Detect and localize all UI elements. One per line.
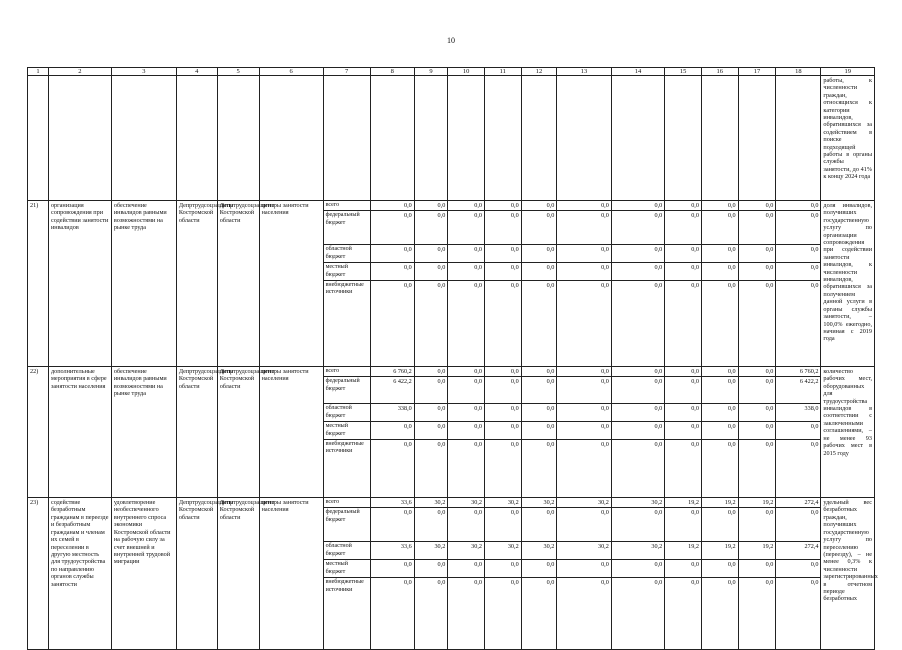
column-header-5: 5 — [217, 68, 259, 76]
funding-source: областной бюджет — [323, 245, 370, 263]
funding-value: 0,0 — [521, 281, 557, 367]
funding-source: всего — [323, 498, 370, 508]
column-header-6: 6 — [259, 68, 323, 76]
funding-value: 0,0 — [611, 367, 664, 377]
funding-value: 0,0 — [370, 440, 414, 498]
funding-value: 19,2 — [665, 542, 702, 560]
funding-value: 0,0 — [701, 578, 738, 650]
funding-value: 30,2 — [484, 542, 521, 560]
funding-value: 30,2 — [611, 498, 664, 508]
funding-value: 0,0 — [484, 578, 521, 650]
column-header-3: 3 — [111, 68, 176, 76]
funding-source: местный бюджет — [323, 263, 370, 281]
funding-value: 6 422,2 — [776, 377, 821, 404]
funding-value: 0,0 — [414, 440, 448, 498]
row-index: 22) — [28, 367, 49, 498]
funding-value: 0,0 — [370, 508, 414, 542]
funding-value: 0,0 — [521, 508, 557, 542]
funding-value: 0,0 — [557, 263, 612, 281]
funding-value: 0,0 — [521, 404, 557, 422]
measure-name: организация сопровождения при содействии занятости инвалидов — [48, 201, 111, 367]
funding-value: 0,0 — [738, 281, 776, 367]
funding-value: 19,2 — [701, 498, 738, 508]
funding-value: 30,2 — [484, 498, 521, 508]
funding-value: 0,0 — [701, 508, 738, 542]
responsible-executor: Депртрудсоцзащиты Костромской области — [217, 498, 259, 650]
funding-value: 0,0 — [414, 281, 448, 367]
funding-value: 0,0 — [738, 367, 776, 377]
funding-value: 0,0 — [665, 201, 702, 211]
table-row — [28, 367, 875, 377]
funding-value: 0,0 — [776, 263, 821, 281]
funding-value: 0,0 — [448, 440, 485, 498]
funding-value: 0,0 — [701, 245, 738, 263]
funding-value: 0,0 — [521, 422, 557, 440]
funding-value: 0,0 — [557, 422, 612, 440]
funding-value: 0,0 — [665, 578, 702, 650]
funding-value: 19,2 — [701, 542, 738, 560]
funding-value: 272,4 — [776, 542, 821, 560]
funding-value: 6 422,2 — [370, 377, 414, 404]
column-header-1: 1 — [28, 68, 49, 76]
funding-value: 0,0 — [738, 211, 776, 245]
funding-source: местный бюджет — [323, 560, 370, 578]
column-header-15: 15 — [665, 68, 702, 76]
funding-value: 0,0 — [611, 404, 664, 422]
column-header-13: 13 — [557, 68, 612, 76]
row-index: 23) — [28, 498, 49, 650]
funding-value: 0,0 — [521, 560, 557, 578]
funding-value: 0,0 — [414, 263, 448, 281]
measure-name: содействие безработным гражданам в переезде и безработным гражданам и членам их семей в переселении в другую местность для трудоустройства по направлению органов службы занятости — [48, 498, 111, 650]
funding-value: 0,0 — [484, 404, 521, 422]
column-header-14: 14 — [611, 68, 664, 76]
funding-value: 0,0 — [484, 367, 521, 377]
funding-value: 0,0 — [665, 377, 702, 404]
funding-value: 0,0 — [701, 211, 738, 245]
funding-value: 0,0 — [665, 211, 702, 245]
funding-value: 0,0 — [370, 578, 414, 650]
funding-source: областной бюджет — [323, 404, 370, 422]
funding-value: 33,6 — [370, 542, 414, 560]
column-header-18: 18 — [776, 68, 821, 76]
row-index: 21) — [28, 201, 49, 367]
funding-value: 0,0 — [738, 201, 776, 211]
funding-value: 0,0 — [370, 211, 414, 245]
funding-value: 0,0 — [370, 245, 414, 263]
funding-value: 0,0 — [701, 377, 738, 404]
funding-value: 0,0 — [484, 245, 521, 263]
funding-value: 0,0 — [557, 367, 612, 377]
funding-value: 0,0 — [370, 263, 414, 281]
funding-value: 0,0 — [414, 377, 448, 404]
funding-value: 0,0 — [665, 404, 702, 422]
funding-source: внебюджетные источники — [323, 440, 370, 498]
continuation-row — [28, 76, 875, 201]
funding-value: 0,0 — [611, 560, 664, 578]
funding-value: 272,4 — [776, 498, 821, 508]
funding-value: 30,2 — [557, 542, 612, 560]
funding-value: 0,0 — [738, 440, 776, 498]
target-indicator: удельный вес безработных граждан, получивших государственную услугу по переселению (переезду), – не менее 0,3% к численности зарегистрированных в отчетном периоде безработных — [821, 498, 875, 650]
funding-value: 0,0 — [701, 201, 738, 211]
program-table — [27, 67, 878, 650]
responsible-executor: Депртрудсоцзащиты Костромской области — [217, 201, 259, 367]
funding-value: 0,0 — [738, 404, 776, 422]
funding-value: 338,0 — [776, 404, 821, 422]
funding-value: 30,2 — [448, 498, 485, 508]
funding-value: 0,0 — [448, 245, 485, 263]
funding-value: 0,0 — [776, 211, 821, 245]
funding-value: 0,0 — [521, 367, 557, 377]
column-header-4: 4 — [176, 68, 217, 76]
funding-value: 0,0 — [701, 263, 738, 281]
table-row — [28, 201, 875, 211]
funding-value: 0,0 — [414, 201, 448, 211]
measure-goal: удовлетворение необеспеченного внутреннего спроса экономики Костромской области на рабочую силу за счет внешней и внутренней трудовой миграции — [111, 498, 176, 650]
funding-value: 30,2 — [448, 542, 485, 560]
funding-value: 0,0 — [448, 367, 485, 377]
funding-value: 0,0 — [448, 578, 485, 650]
funding-value: 0,0 — [521, 578, 557, 650]
funding-value: 0,0 — [665, 560, 702, 578]
funding-value: 0,0 — [521, 211, 557, 245]
column-header-11: 11 — [484, 68, 521, 76]
column-header-17: 17 — [738, 68, 776, 76]
funding-value: 0,0 — [414, 367, 448, 377]
funding-value: 0,0 — [557, 245, 612, 263]
funding-source: федеральный бюджет — [323, 211, 370, 245]
funding-value: 0,0 — [738, 422, 776, 440]
funding-value: 0,0 — [611, 281, 664, 367]
funding-value: 0,0 — [521, 245, 557, 263]
funding-source: областной бюджет — [323, 542, 370, 560]
funding-value: 0,0 — [414, 508, 448, 542]
column-number-row — [28, 68, 875, 76]
co-executor: Депртрудсоцзащиты Костромской области — [176, 201, 217, 367]
column-header-16: 16 — [701, 68, 738, 76]
funding-value: 0,0 — [484, 211, 521, 245]
funding-value: 0,0 — [370, 281, 414, 367]
funding-value: 19,2 — [665, 498, 702, 508]
funding-value: 0,0 — [611, 245, 664, 263]
funding-value: 0,0 — [665, 367, 702, 377]
funding-value: 0,0 — [557, 201, 612, 211]
funding-value: 30,2 — [611, 542, 664, 560]
funding-value: 0,0 — [448, 281, 485, 367]
funding-value: 30,2 — [414, 542, 448, 560]
funding-value: 0,0 — [665, 281, 702, 367]
funding-value: 0,0 — [370, 201, 414, 211]
funding-value: 0,0 — [484, 508, 521, 542]
funding-value: 0,0 — [738, 263, 776, 281]
participant: центры занятости населения — [259, 498, 323, 650]
funding-value: 0,0 — [701, 404, 738, 422]
funding-value: 0,0 — [738, 578, 776, 650]
funding-value: 0,0 — [414, 245, 448, 263]
funding-source: местный бюджет — [323, 422, 370, 440]
funding-value: 0,0 — [665, 508, 702, 542]
funding-value: 0,0 — [738, 245, 776, 263]
funding-source: федеральный бюджет — [323, 377, 370, 404]
funding-value: 0,0 — [701, 440, 738, 498]
funding-value: 0,0 — [557, 377, 612, 404]
funding-value: 6 760,2 — [370, 367, 414, 377]
column-header-19: 19 — [821, 68, 875, 76]
funding-source: внебюджетные источники — [323, 281, 370, 367]
funding-value: 0,0 — [484, 281, 521, 367]
funding-value: 0,0 — [414, 560, 448, 578]
funding-source: всего — [323, 201, 370, 211]
funding-value: 0,0 — [776, 422, 821, 440]
funding-source: всего — [323, 367, 370, 377]
funding-value: 0,0 — [484, 263, 521, 281]
column-header-7: 7 — [323, 68, 370, 76]
funding-value: 0,0 — [776, 578, 821, 650]
funding-value: 0,0 — [414, 211, 448, 245]
funding-value: 0,0 — [557, 440, 612, 498]
funding-value: 19,2 — [738, 542, 776, 560]
funding-value: 0,0 — [557, 578, 612, 650]
funding-value: 0,0 — [521, 377, 557, 404]
funding-value: 0,0 — [776, 201, 821, 211]
funding-value: 0,0 — [665, 440, 702, 498]
funding-value: 0,0 — [701, 422, 738, 440]
funding-value: 0,0 — [665, 245, 702, 263]
funding-value: 0,0 — [414, 422, 448, 440]
funding-value: 0,0 — [448, 201, 485, 211]
funding-value: 0,0 — [521, 440, 557, 498]
funding-value: 0,0 — [521, 263, 557, 281]
funding-value: 0,0 — [448, 508, 485, 542]
funding-value: 0,0 — [665, 422, 702, 440]
funding-value: 0,0 — [448, 377, 485, 404]
funding-value: 0,0 — [557, 404, 612, 422]
funding-value: 0,0 — [448, 404, 485, 422]
funding-value: 0,0 — [776, 440, 821, 498]
co-executor: Депртрудсоцзащиты Костромской области — [176, 367, 217, 498]
funding-value: 0,0 — [611, 377, 664, 404]
funding-value: 33,6 — [370, 498, 414, 508]
funding-source: внебюджетные источники — [323, 578, 370, 650]
funding-value: 0,0 — [414, 578, 448, 650]
funding-value: 0,0 — [484, 201, 521, 211]
funding-source: федеральный бюджет — [323, 508, 370, 542]
target-indicator: доля инвалидов, получивших государственную услугу по организации сопровождения при содействии занятости инвалидов, к численности инвалидов, обратившихся за получением данной услуги в органы службы занятости, – 100,0% ежегодно, начиная с 2019 года — [821, 201, 875, 367]
funding-value: 30,2 — [414, 498, 448, 508]
funding-value: 6 760,2 — [776, 367, 821, 377]
funding-value: 0,0 — [738, 560, 776, 578]
column-header-2: 2 — [48, 68, 111, 76]
funding-value: 30,2 — [557, 498, 612, 508]
funding-value: 0,0 — [776, 508, 821, 542]
funding-value: 0,0 — [611, 440, 664, 498]
funding-value: 0,0 — [370, 422, 414, 440]
funding-value: 0,0 — [611, 422, 664, 440]
funding-value: 0,0 — [611, 508, 664, 542]
funding-value: 0,0 — [738, 508, 776, 542]
target-indicator: количество рабочих мест, оборудованных для трудоустройства инвалидов в соответствии с заключенными соглашениями, – не менее 93 рабочих мест в 2015 году — [821, 367, 875, 498]
funding-value: 0,0 — [557, 211, 612, 245]
funding-value: 0,0 — [414, 404, 448, 422]
funding-value: 0,0 — [557, 508, 612, 542]
measure-name: дополнительные мероприятия в сфере занятости населения — [48, 367, 111, 498]
measure-goal: обеспечение инвалидов равными возможностями на рынке труда — [111, 201, 176, 367]
column-header-9: 9 — [414, 68, 448, 76]
participant: центры занятости населения — [259, 367, 323, 498]
funding-value: 0,0 — [370, 560, 414, 578]
measure-goal: обеспечение инвалидов равными возможностями на рынке труда — [111, 367, 176, 498]
funding-value: 0,0 — [776, 560, 821, 578]
funding-value: 30,2 — [521, 542, 557, 560]
funding-value: 0,0 — [484, 440, 521, 498]
funding-value: 0,0 — [557, 560, 612, 578]
column-header-10: 10 — [448, 68, 485, 76]
funding-value: 0,0 — [611, 201, 664, 211]
funding-value: 0,0 — [611, 578, 664, 650]
funding-value: 0,0 — [701, 281, 738, 367]
funding-value: 0,0 — [776, 245, 821, 263]
participant: центры занятости населения — [259, 201, 323, 367]
page-number: 10 — [447, 36, 455, 45]
funding-value: 30,2 — [521, 498, 557, 508]
funding-value: 0,0 — [611, 211, 664, 245]
funding-value: 0,0 — [484, 422, 521, 440]
funding-value: 338,0 — [370, 404, 414, 422]
funding-value: 0,0 — [484, 560, 521, 578]
funding-value: 19,2 — [738, 498, 776, 508]
column-header-8: 8 — [370, 68, 414, 76]
funding-value: 0,0 — [448, 211, 485, 245]
column-header-12: 12 — [521, 68, 557, 76]
funding-value: 0,0 — [701, 367, 738, 377]
funding-value: 0,0 — [557, 281, 612, 367]
funding-value: 0,0 — [701, 560, 738, 578]
funding-value: 0,0 — [611, 263, 664, 281]
funding-value: 0,0 — [448, 560, 485, 578]
funding-value: 0,0 — [448, 422, 485, 440]
funding-value: 0,0 — [665, 263, 702, 281]
funding-value: 0,0 — [484, 377, 521, 404]
funding-value: 0,0 — [521, 201, 557, 211]
funding-value: 0,0 — [738, 377, 776, 404]
funding-value: 0,0 — [776, 281, 821, 367]
table-row — [28, 498, 875, 508]
continuation-indicator: работы, к численности граждан, относящихся к категории инвалидов, обратившихся за содействием в поиске подходящей работы в органы службы занятости, до 41% к концу 2024 года — [821, 76, 875, 201]
co-executor: Депртрудсоцзащиты Костромской области — [176, 498, 217, 650]
responsible-executor: Депртрудсоцзащиты Костромской области — [217, 367, 259, 498]
funding-value: 0,0 — [448, 263, 485, 281]
